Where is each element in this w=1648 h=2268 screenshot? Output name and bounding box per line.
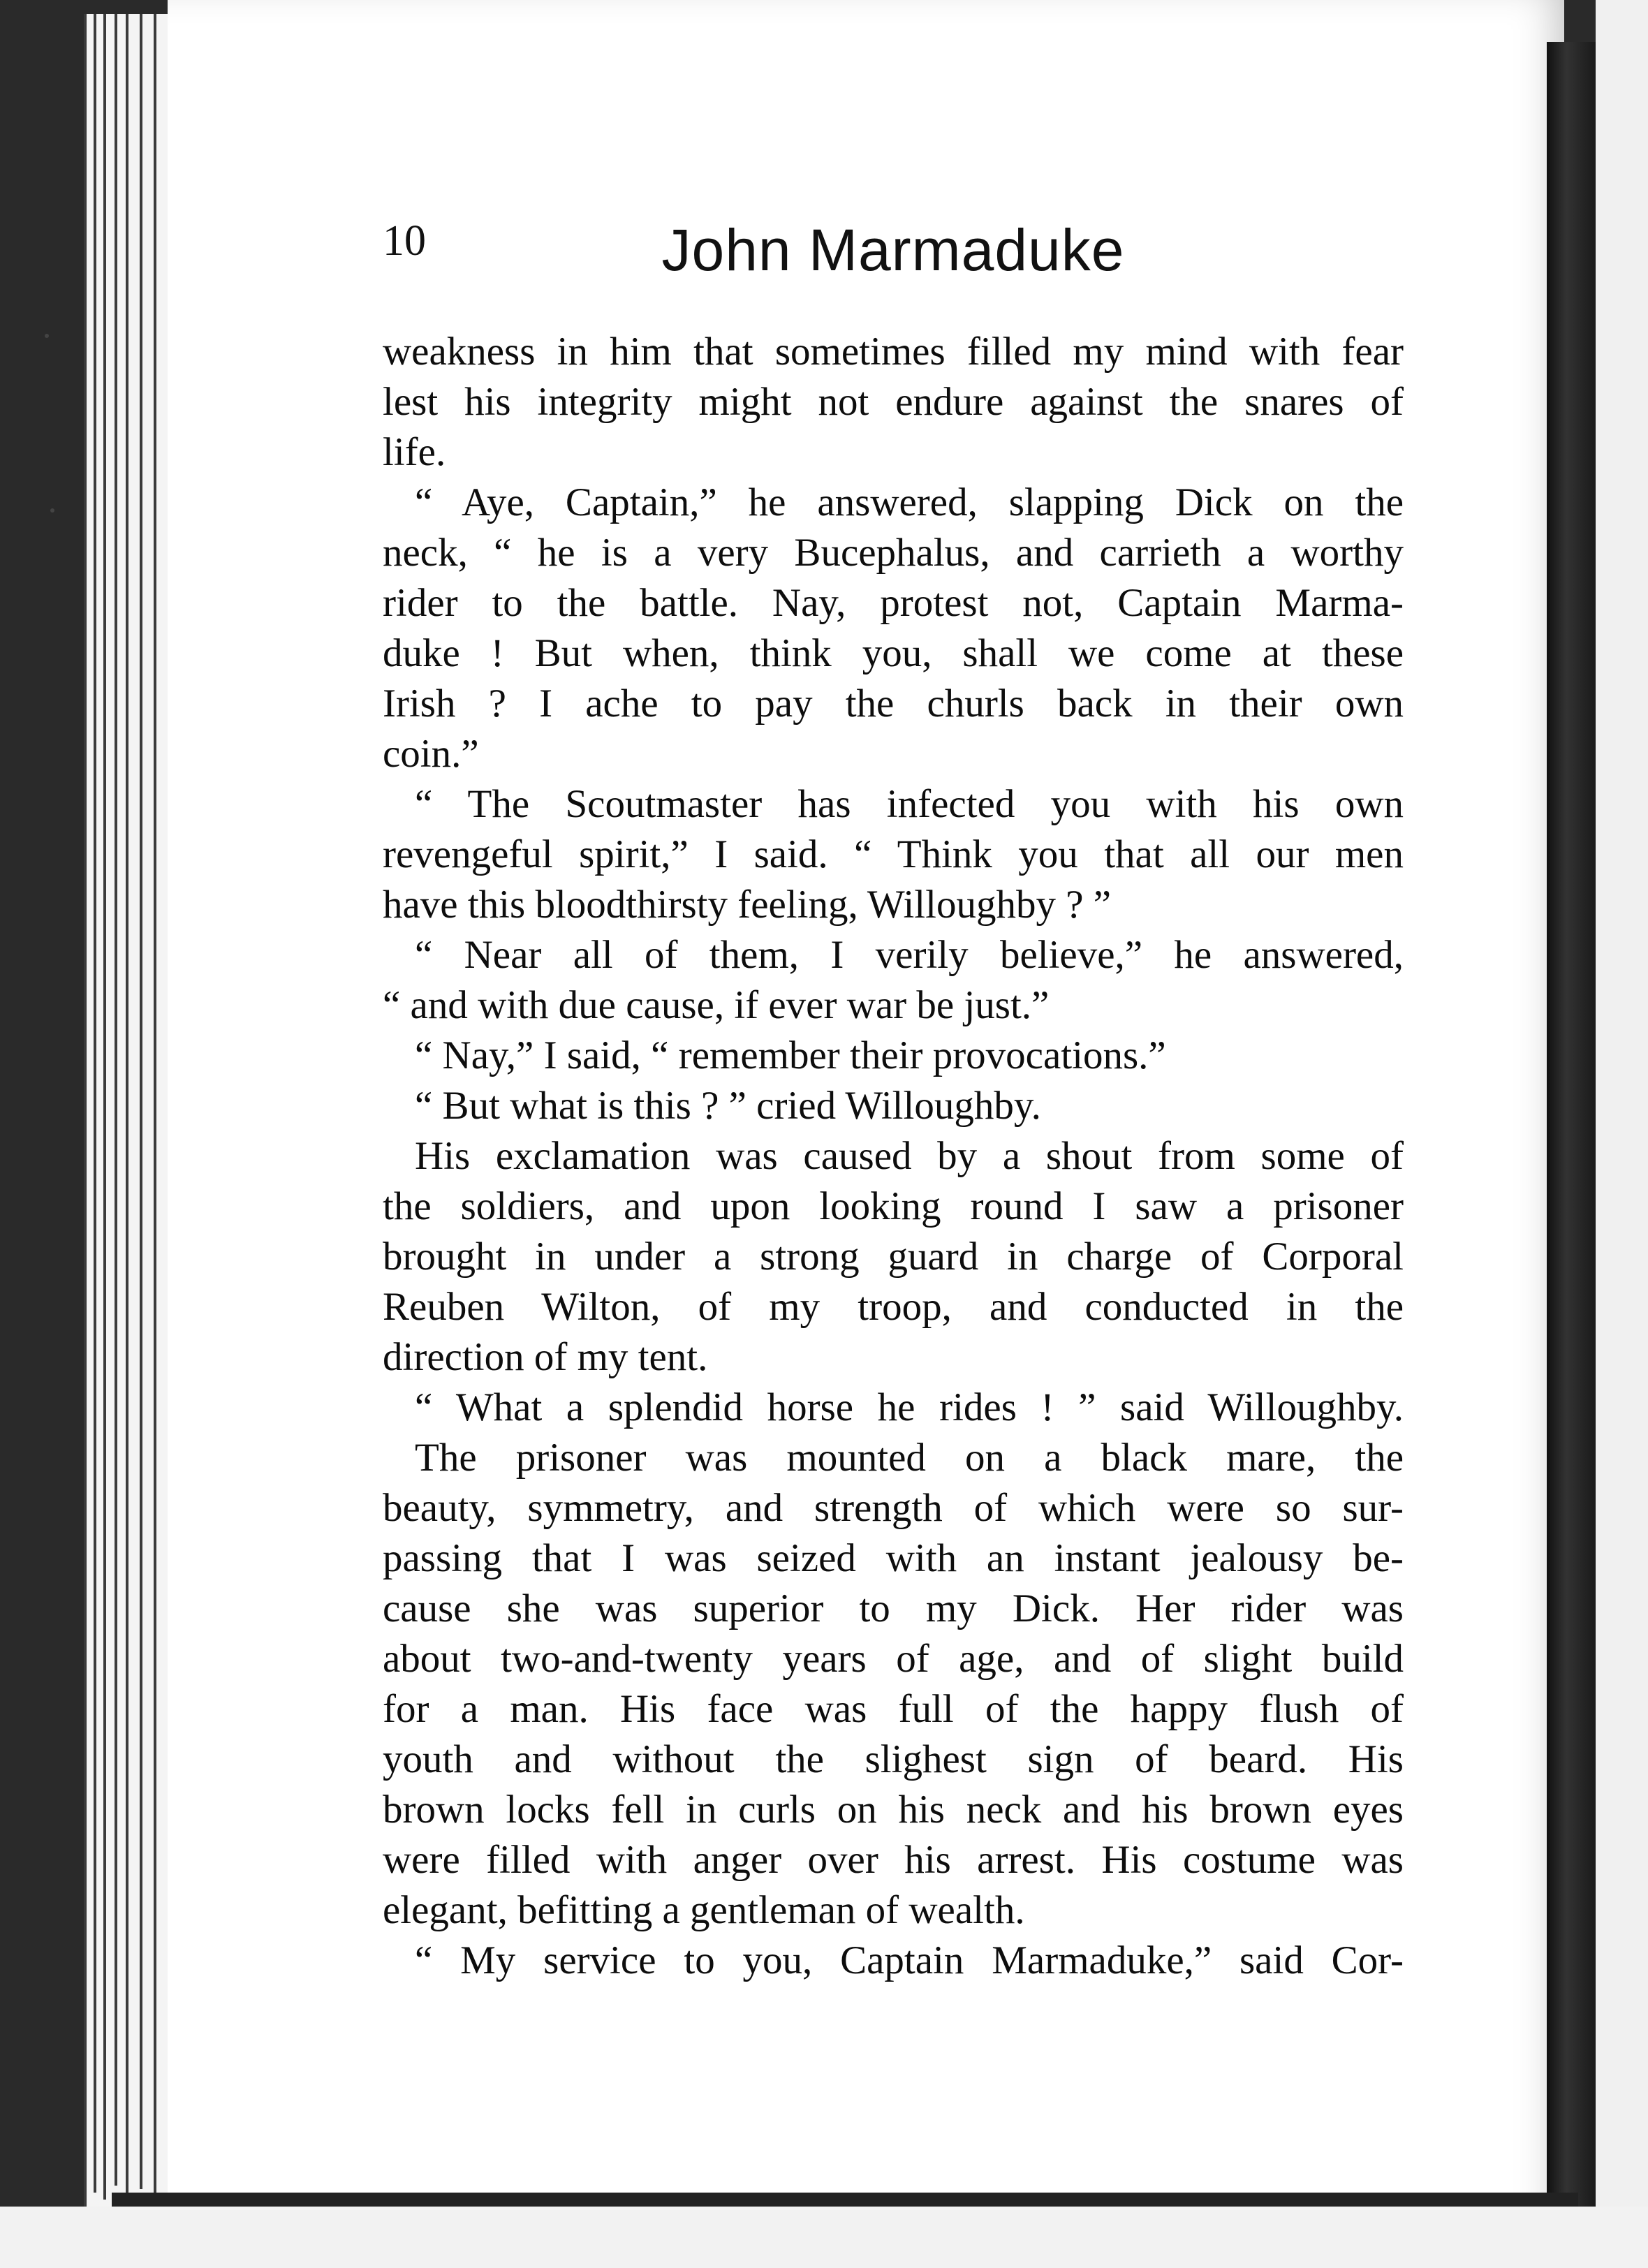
text-line: “ and with due cause, if ever war be just.” bbox=[383, 983, 1050, 1027]
text-line: coin.” bbox=[383, 732, 479, 776]
page-header bbox=[383, 216, 1404, 286]
text-line: “ Near all of them, I verily believe,” he answered, bbox=[415, 933, 1404, 977]
scan-speck bbox=[50, 508, 54, 513]
text-line: cause she was superior to my Dick. Her rider was bbox=[383, 1586, 1404, 1630]
text-line: Reuben Wilton, of my troop, and conducted in the bbox=[383, 1285, 1404, 1329]
scan-speck bbox=[45, 334, 49, 338]
text-line: weakness in him that sometimes filled my mind with fear bbox=[383, 330, 1404, 374]
page-number: 10 bbox=[383, 217, 426, 265]
text-line: lest his integrity might not endure against the snares of bbox=[383, 380, 1404, 424]
text-line: direction of my tent. bbox=[383, 1335, 708, 1379]
text-line: brought in under a strong guard in charge of Corporal bbox=[383, 1235, 1404, 1279]
text-line: “ The Scoutmaster has infected you with his own bbox=[415, 782, 1404, 826]
text-line: elegant, befitting a gentleman of wealth. bbox=[383, 1888, 1025, 1932]
stacked-page-edges bbox=[84, 14, 175, 2207]
text-line: Irish ? I ache to pay the churls back in their own bbox=[383, 682, 1404, 726]
text-line: “ Aye, Captain,” he answered, slapping Dick on the bbox=[415, 480, 1404, 524]
running-title: John Marmaduke bbox=[661, 217, 1125, 283]
text-line: His exclamation was caused by a shout from some of bbox=[415, 1134, 1404, 1178]
text-line: rider to the battle. Nay, protest not, Captain Marma- bbox=[383, 581, 1404, 625]
text-line: youth and without the slighest sign of beard. His bbox=[383, 1737, 1404, 1781]
text-line: about two-and-twenty years of age, and of slight build bbox=[383, 1637, 1404, 1681]
text-line: the soldiers, and upon looking round I saw a prisoner bbox=[383, 1184, 1404, 1228]
page-bottom-shadow bbox=[112, 2193, 1578, 2208]
body-text bbox=[383, 327, 1404, 1986]
page-edge-line bbox=[140, 14, 142, 2189]
text-line: neck, “ he is a very Bucephalus, and carrieth a worthy bbox=[383, 531, 1404, 575]
page-edge-line bbox=[126, 14, 128, 2196]
text-line: beauty, symmetry, and strength of which were so sur- bbox=[383, 1486, 1404, 1530]
text-line: brown locks fell in curls on his neck and his brown eyes bbox=[383, 1788, 1404, 1832]
scan-margin-right bbox=[1596, 0, 1648, 2268]
text-line: “ But what is this ? ” cried Willoughby. bbox=[415, 1084, 1041, 1128]
text-line: “ What a splendid horse he rides ! ” said Willoughby. bbox=[415, 1385, 1404, 1429]
text-line: for a man. His face was full of the happy flush of bbox=[383, 1687, 1404, 1731]
scan-margin-bottom bbox=[0, 2207, 1648, 2268]
text-line: have this bloodthirsty feeling, Willoughby ? ” bbox=[383, 883, 1112, 927]
text-line: “ My service to you, Captain Marmaduke,” said Cor- bbox=[415, 1938, 1404, 1982]
page-edge-line bbox=[84, 14, 87, 2207]
text-line: revengeful spirit,” I said. “ Think you that all our men bbox=[383, 832, 1404, 876]
text-line: duke ! But when, think you, shall we come at these bbox=[383, 631, 1404, 675]
text-line: “ Nay,” I said, “ remember their provocations.” bbox=[415, 1033, 1166, 1077]
page-edge-line bbox=[115, 14, 117, 2186]
text-line: passing that I was seized with an instant jealousy be- bbox=[383, 1536, 1404, 1580]
page-edge-line bbox=[154, 14, 156, 2193]
text-line: life. bbox=[383, 430, 446, 474]
page-edge-line bbox=[94, 14, 96, 2193]
page-edge-line bbox=[103, 14, 106, 2200]
text-line: The prisoner was mounted on a black mare, the bbox=[415, 1436, 1404, 1480]
page-gutter-shadow bbox=[1547, 42, 1596, 2207]
text-line: were filled with anger over his arrest. His costume was bbox=[383, 1838, 1404, 1882]
